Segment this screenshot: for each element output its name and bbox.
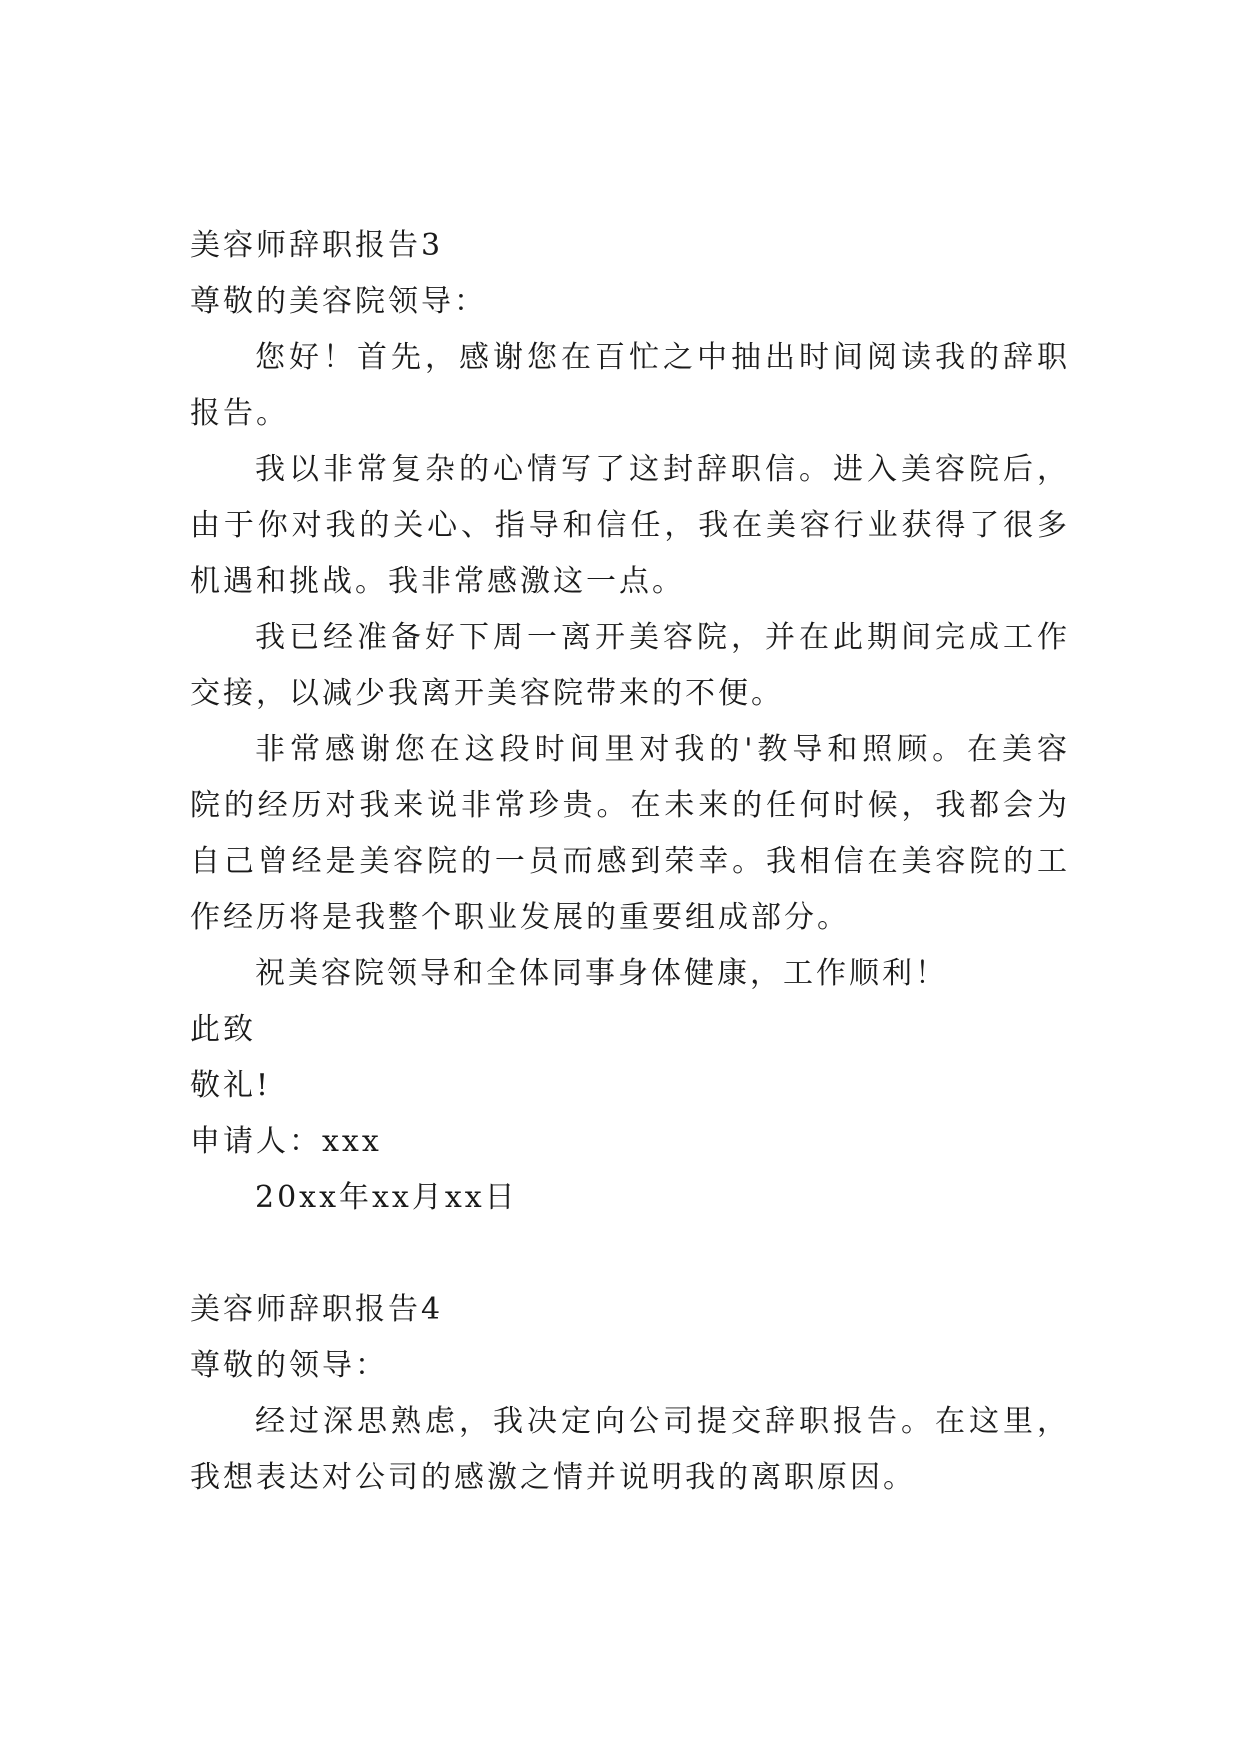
report3-p3-line1: 我已经准备好下周一离开美容院，并在此期间完成工作: [255, 620, 1070, 655]
report3-p1-line2: 报告。: [190, 396, 289, 431]
report3-p1-line1: 您好！首先，感谢您在百忙之中抽出时间阅读我的辞职: [255, 340, 1070, 375]
report3-p2-line3: 机遇和挑战。我非常感激这一点。: [190, 564, 685, 599]
report3-title: 美容师辞职报告3: [190, 228, 444, 263]
report3-p2-line1: 我以非常复杂的心情写了这封辞职信。进入美容院后，: [255, 452, 1070, 487]
report4-p1-line2: 我想表达对公司的感激之情并说明我的离职原因。: [190, 1460, 916, 1495]
report3-p4-line4: 作经历将是我整个职业发展的重要组成部分。: [190, 900, 850, 935]
report3-closing-1: 此致: [190, 1012, 256, 1047]
report3-p4-line3: 自己曾经是美容院的一员而感到荣幸。我相信在美容院的工: [190, 844, 1070, 879]
report4-title: 美容师辞职报告4: [190, 1292, 444, 1327]
report3-p4-line2: 院的经历对我来说非常珍贵。在未来的任何时候，我都会为: [190, 788, 1070, 823]
report3-salutation: 尊敬的美容院领导：: [190, 284, 487, 319]
report3-p3-line2: 交接，以减少我离开美容院带来的不便。: [190, 676, 784, 711]
report3-p4-line1: 非常感谢您在这段时间里对我的'教导和照顾。在美容: [255, 732, 1070, 767]
report3-p2-line2: 由于你对我的关心、指导和信任，我在美容行业获得了很多: [190, 508, 1070, 543]
report3-closing-2: 敬礼!: [190, 1068, 272, 1103]
report3-applicant: 申请人：xxx: [190, 1124, 382, 1159]
report4-p1-line1: 经过深思熟虑，我决定向公司提交辞职报告。在这里，: [255, 1404, 1070, 1439]
report4-salutation: 尊敬的领导：: [190, 1348, 388, 1383]
report3-p5-line1: 祝美容院领导和全体同事身体健康，工作顺利！: [255, 956, 948, 991]
report3-date: 20xx年xx月xx日: [255, 1180, 518, 1215]
